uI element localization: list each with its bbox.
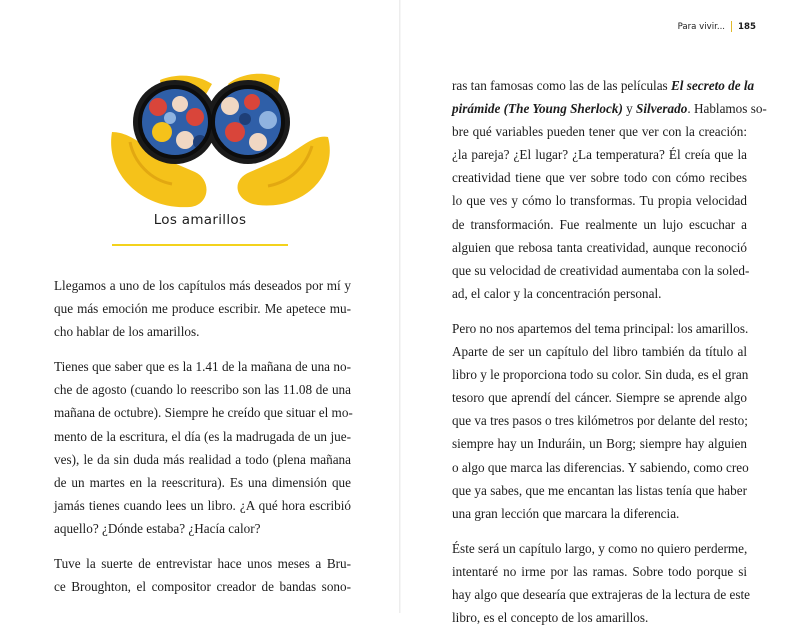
text-line: ad, el calor y la concentración personal.	[452, 285, 662, 301]
text-line: mento de la escritura, el día (es la madrugada de un jue-	[54, 428, 351, 444]
text-line: que va tres pasos o tres kilómetros por delante del resto;	[452, 413, 748, 429]
text-line: jamás tienes cuando lees un libro. ¿A qué hora escribió	[54, 497, 351, 513]
text-line: Tuve la suerte de entrevistar hace unos meses a Bru-	[54, 556, 351, 572]
film-title: Silverado	[636, 101, 688, 117]
text-line: che de agosto (cuando lo reescribo son las 11.08 de una	[54, 382, 351, 398]
paragraph	[54, 552, 351, 598]
text-line: alguien que rebosa tanta creatividad, aunque reconoció	[452, 239, 747, 255]
text-line: que más emoción me produce escribir. Me apetece mu-	[54, 301, 351, 317]
text-line: Llegamos a uno de los capítulos más deseados por mí y	[54, 278, 351, 293]
text-line: de transformación. Fue realmente un lujo escuchar a	[452, 216, 747, 232]
page-number: 185	[738, 21, 756, 32]
text-line: cho hablar de los amarillos.	[54, 324, 200, 340]
text-line	[452, 74, 755, 97]
text-fragment: . Hablamos so-	[687, 101, 767, 117]
text-line: libro y le proporciona todo su color. Sin duda, es el gran	[452, 367, 749, 383]
running-head-title: Para vivir...	[677, 21, 726, 32]
text-line: creatividad tiene que ver sobre todo con cómo recibes	[452, 170, 747, 186]
film-title-original: (The Young Sherlock)	[500, 101, 623, 117]
left-body-text	[54, 274, 351, 598]
text-line: Tienes que saber que es la 1.41 de la mañana de una no-	[54, 359, 351, 375]
text-line: aquello? ¿Dónde estaba? ¿Hacía calor?	[54, 520, 261, 536]
film-title: El secreto de la	[671, 78, 755, 93]
paragraph	[54, 274, 351, 343]
text-line: tesoro que aprendí del cáncer. Siempre se aprende algo	[452, 390, 747, 406]
text-line: lo que ves y cómo lo transformas. Tu propia velocidad	[452, 193, 747, 209]
text-line: o algo que marca las diferencias. Y sabiendo, como creo	[452, 459, 749, 475]
text-line: bre qué variables pueden tener que ver con la creación:	[452, 124, 747, 140]
text-line: ves), le da sin duda más realidad a todo (plena mañana	[54, 451, 351, 467]
text-line: libro, es el concepto de los amarillos.	[452, 610, 649, 626]
text-line: una gran lección que marcara la diferencia.	[452, 505, 680, 521]
text-line: ¿la pareja? ¿El lugar? ¿La temperatura? Él creía que la	[452, 147, 747, 163]
text-line	[452, 97, 767, 120]
text-fragment: y	[622, 101, 637, 117]
paragraph	[452, 537, 751, 629]
film-title: pirámide	[452, 101, 501, 117]
binoculars-illustration	[100, 62, 340, 212]
text-line: ce Broughton, el compositor creador de bandas sono-	[54, 579, 351, 595]
text-line: intentaré no irme por las ramas. Sobre todo porque si	[452, 563, 747, 579]
paragraph	[452, 74, 767, 305]
paragraph	[452, 317, 747, 525]
text-line: de un martes en la reescritura). Es una dimensión que	[54, 474, 351, 490]
paragraph	[54, 355, 351, 540]
text-line: siempre hay un Induráin, un Borg; siempre hay alguien	[452, 436, 747, 452]
text-line: mañana de octubre). Siempre he creído que situar el mo-	[54, 405, 353, 421]
text-line: que ya sabes, que me encantan las listas tenía que haber	[452, 482, 747, 498]
text-line: Aparte de ser un capítulo del libro también da título al	[452, 344, 747, 360]
text-line: que su velocidad de creatividad aumentaba con la soled-	[452, 262, 750, 278]
text-line: Pero no nos apartemos del tema principal: los amarillos.	[452, 320, 749, 336]
text-line: hay algo que desearía que extrajeras de la lectura de este	[452, 586, 751, 602]
running-head-separator	[731, 21, 732, 32]
running-head	[678, 21, 756, 32]
text-fragment: ras tan famosas como las de las películas	[452, 78, 671, 93]
text-line: Éste será un capítulo largo, y como no quiero perderme,	[452, 540, 748, 556]
right-body-text	[452, 74, 767, 629]
chapter-title-underline	[112, 244, 288, 246]
left-page	[0, 0, 400, 613]
chapter-title: Los amarillos	[153, 212, 247, 228]
